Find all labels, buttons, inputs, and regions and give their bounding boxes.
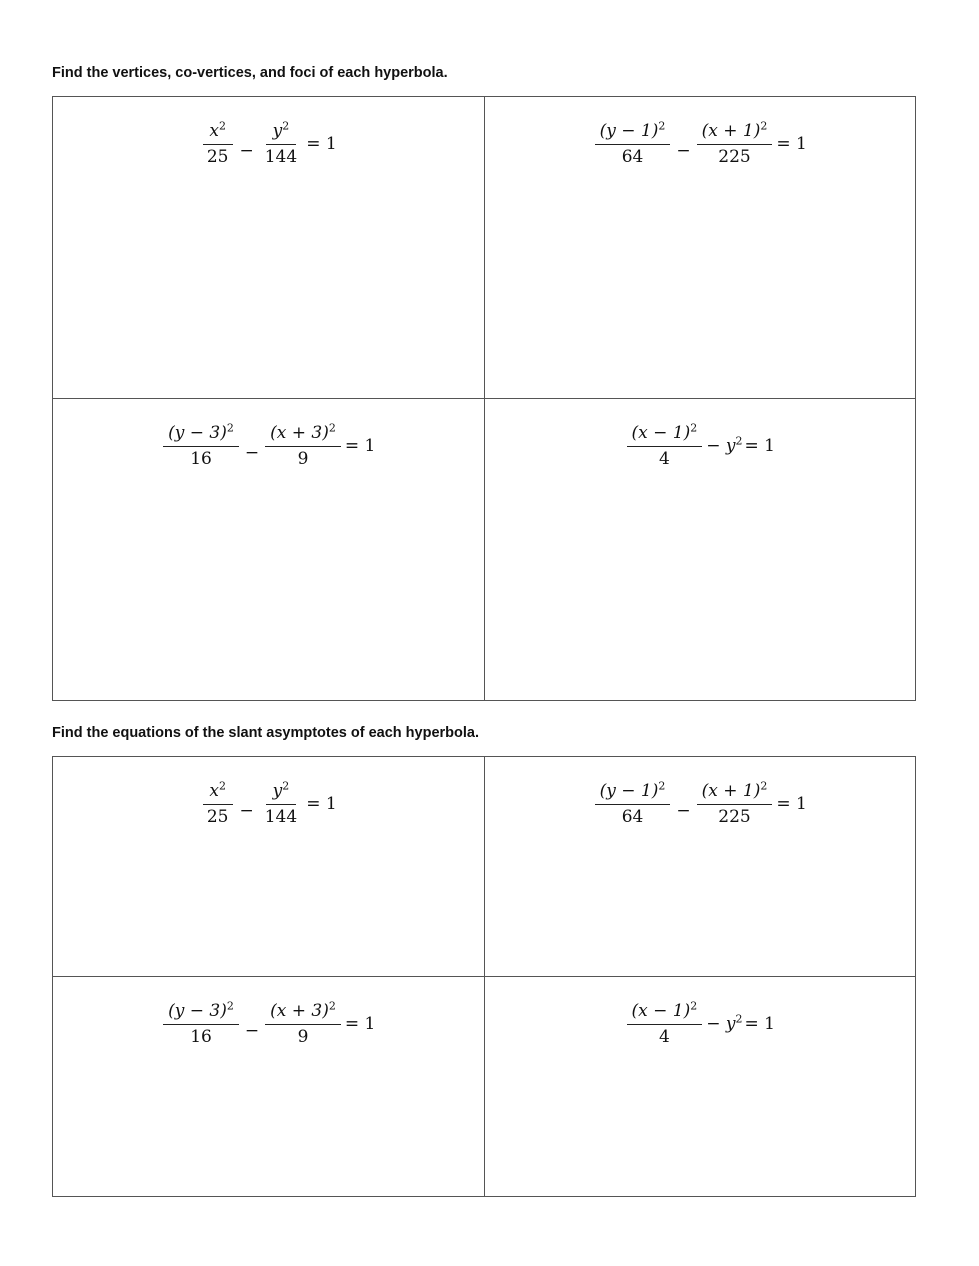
minus-operator: − [244, 443, 260, 463]
fraction-term-2: $\frac{(x + 1)^2}{225}$ [697, 781, 773, 827]
hyperbola-equation [485, 423, 916, 469]
problem-cell [484, 757, 916, 977]
hyperbola-equation [53, 423, 484, 469]
equals-one: = 1 [344, 1014, 376, 1034]
fraction-term-2: $\frac{(x + 3)^2}{9}$ [265, 1001, 341, 1047]
equals-one: = 1 [776, 134, 807, 154]
hyperbola-equation [485, 1001, 916, 1047]
fraction-term-1: $\frac{(x - 1)^2}{4}$ [627, 423, 703, 469]
problem-cell [484, 399, 916, 701]
fraction-term-2: $\frac{(x + 1)^2}{225}$ [697, 121, 773, 167]
instruction-vertices-foci: Find the vertices, co-vertices, and foci of each hyperbola. [52, 65, 448, 81]
problem-cell [484, 97, 916, 399]
problem-cell [53, 97, 485, 399]
problem-cell [484, 977, 916, 1197]
instruction-slant-asymptotes: Find the equations of the slant asymptotes of each hyperbola. [52, 725, 480, 741]
minus-operator: − [676, 141, 691, 161]
equals-one: = 1 [344, 436, 376, 456]
problem-cell [53, 977, 485, 1197]
y-squared-term: − $y^2$ [706, 1012, 743, 1034]
hyperbola-equation [485, 781, 916, 827]
hyperbola-equation [485, 121, 916, 167]
equals-one: = 1 [776, 794, 807, 814]
fraction-term-1: $\frac{(x - 1)^2}{4}$ [627, 1001, 703, 1047]
hyperbola-equation [53, 121, 484, 167]
equals-one: = 1 [744, 436, 775, 456]
problem-cell [53, 757, 485, 977]
fraction-term-1: $\frac{(y - 1)^2}{64}$ [595, 121, 671, 167]
fraction-term-2: $\frac{y^2}{144}$ [264, 119, 298, 167]
hyperbola-equation [53, 781, 484, 827]
fraction-term-1: $\frac{x^2}{25}$ [202, 781, 234, 827]
hyperbola-equation [53, 1001, 484, 1047]
fraction-term-1: $\frac{x^2}{25}$ [202, 121, 234, 167]
minus-operator: − [239, 141, 254, 161]
y-squared-term: − $y^2$ [706, 434, 743, 456]
fraction-term-1: $\frac{(y - 3)^2}{16}$ [163, 423, 239, 469]
problem-grid-asymptotes [52, 756, 916, 1197]
equals-one: = 1 [306, 794, 337, 814]
problem-grid-vertices [52, 96, 916, 701]
fraction-term-1: $\frac{(y - 1)^2}{64}$ [595, 781, 671, 827]
fraction-term-2: $\frac{(x + 3)^2}{9}$ [265, 423, 341, 469]
equals-one: = 1 [306, 134, 337, 154]
problem-cell [53, 399, 485, 701]
fraction-term-1: $\frac{(y - 3)^2}{16}$ [163, 1001, 239, 1047]
fraction-term-2: $\frac{y^2}{144}$ [264, 779, 298, 827]
minus-operator: − [244, 1021, 260, 1041]
minus-operator: − [676, 801, 691, 821]
minus-operator: − [239, 801, 254, 821]
equals-one: = 1 [744, 1014, 775, 1034]
